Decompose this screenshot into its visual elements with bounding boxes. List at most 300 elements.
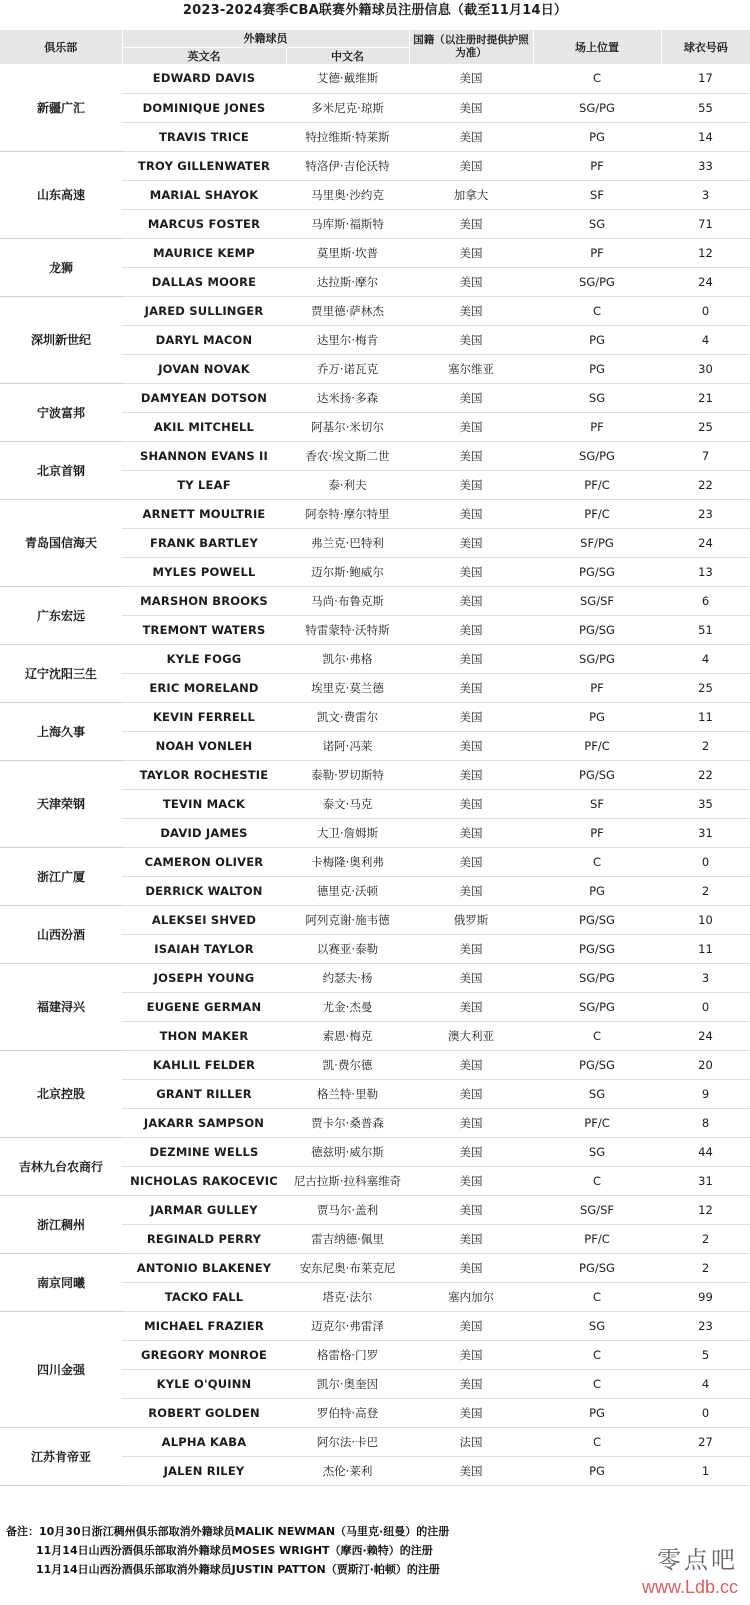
player-number: 12 (661, 238, 750, 267)
player-position: C (533, 1340, 661, 1369)
player-english-name: MARIAL SHAYOK (122, 180, 286, 209)
player-number: 35 (661, 789, 750, 818)
player-number: 8 (661, 1108, 750, 1137)
player-chinese-name: 泰·利夫 (286, 470, 409, 499)
player-chinese-name: 约瑟夫·杨 (286, 963, 409, 992)
player-position: PG (533, 876, 661, 905)
player-chinese-name: 卡梅隆·奥利弗 (286, 847, 409, 876)
player-number: 0 (661, 992, 750, 1021)
club-name: 吉林九台农商行 (0, 1137, 122, 1195)
player-number: 4 (661, 325, 750, 354)
player-nationality: 美国 (409, 934, 533, 963)
table-row (0, 151, 750, 180)
player-chinese-name: 埃里克·莫兰德 (286, 673, 409, 702)
player-nationality: 美国 (409, 963, 533, 992)
player-position: SG (533, 1311, 661, 1340)
club-name: 深圳新世纪 (0, 296, 122, 383)
player-number: 22 (661, 470, 750, 499)
player-chinese-name: 阿奈特·摩尔特里 (286, 499, 409, 528)
player-number: 6 (661, 586, 750, 615)
player-position: PG/SG (533, 615, 661, 644)
player-position: PF (533, 673, 661, 702)
player-english-name: KYLE FOGG (122, 644, 286, 673)
player-english-name: JOSEPH YOUNG (122, 963, 286, 992)
player-nationality: 美国 (409, 238, 533, 267)
player-position: SG/PG (533, 93, 661, 122)
player-english-name: AKIL MITCHELL (122, 412, 286, 441)
player-english-name: DERRICK WALTON (122, 876, 286, 905)
player-number: 5 (661, 1340, 750, 1369)
player-chinese-name: 以赛亚·泰勒 (286, 934, 409, 963)
player-nationality: 美国 (409, 1108, 533, 1137)
player-nationality: 塞内加尔 (409, 1282, 533, 1311)
club-name: 宁波富邦 (0, 383, 122, 441)
player-nationality: 美国 (409, 383, 533, 412)
table-row (0, 441, 750, 470)
player-chinese-name: 马尚·布鲁克斯 (286, 586, 409, 615)
player-position: PF/C (533, 470, 661, 499)
player-position: PG/SG (533, 760, 661, 789)
player-english-name: TREMONT WATERS (122, 615, 286, 644)
player-number: 11 (661, 702, 750, 731)
table-row (0, 905, 750, 934)
player-position: PG/SG (533, 1253, 661, 1282)
watermark (598, 1540, 738, 1598)
player-english-name: JARED SULLINGER (122, 296, 286, 325)
player-english-name: NICHOLAS RAKOCEVIC (122, 1166, 286, 1195)
player-chinese-name: 弗兰克·巴特利 (286, 528, 409, 557)
player-chinese-name: 凯文·费雷尔 (286, 702, 409, 731)
player-position: PG (533, 702, 661, 731)
player-nationality: 美国 (409, 122, 533, 151)
player-nationality: 美国 (409, 847, 533, 876)
player-nationality: 美国 (409, 64, 533, 93)
player-nationality: 美国 (409, 1224, 533, 1253)
player-english-name: TAYLOR ROCHESTIE (122, 760, 286, 789)
player-nationality: 美国 (409, 470, 533, 499)
player-nationality: 美国 (409, 557, 533, 586)
player-nationality: 俄罗斯 (409, 905, 533, 934)
player-position: C (533, 64, 661, 93)
player-position: C (533, 1166, 661, 1195)
player-number: 4 (661, 1369, 750, 1398)
player-chinese-name: 大卫·詹姆斯 (286, 818, 409, 847)
player-english-name: JARMAR GULLEY (122, 1195, 286, 1224)
header-number: 球衣号码 (661, 30, 750, 64)
club-name: 广东宏远 (0, 586, 122, 644)
player-number: 33 (661, 151, 750, 180)
player-nationality: 美国 (409, 267, 533, 296)
player-chinese-name: 雷吉纳德·佩里 (286, 1224, 409, 1253)
player-chinese-name: 诺阿·冯莱 (286, 731, 409, 760)
player-nationality: 加拿大 (409, 180, 533, 209)
player-position: SF/PG (533, 528, 661, 557)
watermark-text: 零点吧 (657, 1546, 738, 1574)
table-row (0, 499, 750, 528)
player-nationality: 美国 (409, 151, 533, 180)
player-chinese-name: 索恩·梅克 (286, 1021, 409, 1050)
player-english-name: KAHLIL FELDER (122, 1050, 286, 1079)
club-name: 上海久事 (0, 702, 122, 760)
player-chinese-name: 格兰特·里勒 (286, 1079, 409, 1108)
player-chinese-name: 贾马尔·盖利 (286, 1195, 409, 1224)
table-row (0, 847, 750, 876)
player-english-name: EDWARD DAVIS (122, 64, 286, 93)
player-position: PG (533, 1398, 661, 1427)
player-number: 0 (661, 847, 750, 876)
player-nationality: 美国 (409, 644, 533, 673)
player-nationality: 美国 (409, 209, 533, 238)
player-position: SG/PG (533, 992, 661, 1021)
player-position: C (533, 1369, 661, 1398)
player-chinese-name: 阿尔法·卡巴 (286, 1427, 409, 1456)
club-name: 南京同曦 (0, 1253, 122, 1311)
player-number: 20 (661, 1050, 750, 1079)
player-position: SF (533, 789, 661, 818)
player-position: SG/PG (533, 644, 661, 673)
player-chinese-name: 贾卡尔·桑普森 (286, 1108, 409, 1137)
player-english-name: ISAIAH TAYLOR (122, 934, 286, 963)
player-english-name: GREGORY MONROE (122, 1340, 286, 1369)
table-row (0, 1311, 750, 1340)
player-position: PG/SG (533, 905, 661, 934)
player-position: C (533, 847, 661, 876)
player-nationality: 美国 (409, 1311, 533, 1340)
player-nationality: 法国 (409, 1427, 533, 1456)
player-number: 14 (661, 122, 750, 151)
player-position: SG (533, 383, 661, 412)
player-chinese-name: 迈尔斯·鲍威尔 (286, 557, 409, 586)
player-number: 30 (661, 354, 750, 383)
player-position: PF/C (533, 499, 661, 528)
player-chinese-name: 马里奥·沙约克 (286, 180, 409, 209)
table-row (0, 963, 750, 992)
table-body (0, 64, 750, 1485)
player-nationality: 美国 (409, 412, 533, 441)
player-position: PF/C (533, 1224, 661, 1253)
player-position: SG/PG (533, 267, 661, 296)
player-position: PG (533, 354, 661, 383)
player-number: 2 (661, 1253, 750, 1282)
club-name: 浙江广厦 (0, 847, 122, 905)
player-chinese-name: 尤金·杰曼 (286, 992, 409, 1021)
club-name: 龙狮 (0, 238, 122, 296)
player-position: PF (533, 238, 661, 267)
club-name: 山东高速 (0, 151, 122, 238)
player-english-name: FRANK BARTLEY (122, 528, 286, 557)
player-english-name: REGINALD PERRY (122, 1224, 286, 1253)
player-nationality: 美国 (409, 325, 533, 354)
player-chinese-name: 泰文·马克 (286, 789, 409, 818)
player-english-name: TROY GILLENWATER (122, 151, 286, 180)
player-number: 3 (661, 180, 750, 209)
player-position: PG/SG (533, 1050, 661, 1079)
player-english-name: KEVIN FERRELL (122, 702, 286, 731)
player-nationality: 美国 (409, 586, 533, 615)
player-chinese-name: 安东尼奥·布莱克尼 (286, 1253, 409, 1282)
player-nationality: 美国 (409, 1079, 533, 1108)
player-number: 13 (661, 557, 750, 586)
header-foreign-player: 外籍球员 (122, 30, 409, 47)
player-number: 51 (661, 615, 750, 644)
player-position: PG (533, 325, 661, 354)
player-number: 71 (661, 209, 750, 238)
player-nationality: 澳大利亚 (409, 1021, 533, 1050)
table-row (0, 238, 750, 267)
club-name: 新疆广汇 (0, 64, 122, 151)
player-english-name: TRAVIS TRICE (122, 122, 286, 151)
player-number: 22 (661, 760, 750, 789)
player-english-name: MARCUS FOSTER (122, 209, 286, 238)
player-number: 17 (661, 64, 750, 93)
player-position: PG/SG (533, 934, 661, 963)
player-english-name: ERIC MORELAND (122, 673, 286, 702)
player-english-name: ALPHA KABA (122, 1427, 286, 1456)
player-chinese-name: 尼古拉斯·拉科塞维奇 (286, 1166, 409, 1195)
player-english-name: ALEKSEI SHVED (122, 905, 286, 934)
player-english-name: JALEN RILEY (122, 1456, 286, 1485)
note-line: 11月14日山西汾酒俱乐部取消外籍球员JUSTIN PATTON（贾斯汀·帕顿）的注册 (36, 1563, 440, 1576)
player-english-name: TACKO FALL (122, 1282, 286, 1311)
player-position: SG (533, 209, 661, 238)
player-chinese-name: 罗伯特·高登 (286, 1398, 409, 1427)
page-title: 2023-2024赛季CBA联赛外籍球员注册信息（截至11月14日） (182, 3, 568, 18)
player-nationality: 美国 (409, 876, 533, 905)
player-english-name: TY LEAF (122, 470, 286, 499)
player-number: 7 (661, 441, 750, 470)
table-row (0, 64, 750, 93)
player-number: 25 (661, 412, 750, 441)
player-nationality: 美国 (409, 615, 533, 644)
player-nationality: 美国 (409, 1137, 533, 1166)
player-english-name: CAMERON OLIVER (122, 847, 286, 876)
foreign-player-table (0, 30, 750, 1486)
table-row (0, 1253, 750, 1282)
player-nationality: 美国 (409, 1195, 533, 1224)
player-position: C (533, 296, 661, 325)
club-name: 北京首钢 (0, 441, 122, 499)
player-nationality: 美国 (409, 1340, 533, 1369)
player-chinese-name: 马库斯·福斯特 (286, 209, 409, 238)
player-position: SG (533, 1137, 661, 1166)
player-english-name: KYLE O'QUINN (122, 1369, 286, 1398)
player-chinese-name: 德里克·沃顿 (286, 876, 409, 905)
player-english-name: TEVIN MACK (122, 789, 286, 818)
player-nationality: 美国 (409, 528, 533, 557)
player-chinese-name: 达里尔·梅肯 (286, 325, 409, 354)
player-chinese-name: 阿基尔·米切尔 (286, 412, 409, 441)
player-english-name: NOAH VONLEH (122, 731, 286, 760)
note-text: 10月30日浙江稠州俱乐部取消外籍球员MALIK NEWMAN（马里克·纽曼）的注册 (39, 1525, 450, 1538)
player-english-name: DAMYEAN DOTSON (122, 383, 286, 412)
player-nationality: 美国 (409, 1369, 533, 1398)
player-english-name: MICHAEL FRAZIER (122, 1311, 286, 1340)
player-number: 23 (661, 1311, 750, 1340)
player-number: 44 (661, 1137, 750, 1166)
player-position: SG/SF (533, 586, 661, 615)
player-chinese-name: 乔万·诺瓦克 (286, 354, 409, 383)
player-english-name: DEZMINE WELLS (122, 1137, 286, 1166)
player-english-name: MARSHON BROOKS (122, 586, 286, 615)
table-row (0, 702, 750, 731)
player-position: SG/PG (533, 963, 661, 992)
player-position: C (533, 1282, 661, 1311)
player-nationality: 美国 (409, 760, 533, 789)
player-number: 2 (661, 876, 750, 905)
player-chinese-name: 特拉维斯·特莱斯 (286, 122, 409, 151)
player-nationality: 美国 (409, 499, 533, 528)
player-position: PF (533, 818, 661, 847)
player-chinese-name: 阿列克谢·施韦德 (286, 905, 409, 934)
player-nationality: 美国 (409, 1253, 533, 1282)
player-number: 10 (661, 905, 750, 934)
player-number: 4 (661, 644, 750, 673)
table-row (0, 1050, 750, 1079)
player-number: 0 (661, 1398, 750, 1427)
club-name: 江苏肯帝亚 (0, 1427, 122, 1485)
player-chinese-name: 贾里德·萨林杰 (286, 296, 409, 325)
player-english-name: DAVID JAMES (122, 818, 286, 847)
player-chinese-name: 达拉斯·摩尔 (286, 267, 409, 296)
player-nationality: 美国 (409, 789, 533, 818)
player-english-name: JAKARR SAMPSON (122, 1108, 286, 1137)
player-chinese-name: 莫里斯·坎普 (286, 238, 409, 267)
player-position: SG/SF (533, 1195, 661, 1224)
header-position: 场上位置 (533, 30, 661, 64)
player-english-name: MAURICE KEMP (122, 238, 286, 267)
club-name: 浙江稠州 (0, 1195, 122, 1253)
player-chinese-name: 香农·埃文斯二世 (286, 441, 409, 470)
player-number: 31 (661, 818, 750, 847)
player-number: 24 (661, 267, 750, 296)
player-nationality: 美国 (409, 1456, 533, 1485)
player-number: 21 (661, 383, 750, 412)
player-position: SF (533, 180, 661, 209)
player-position: SG/PG (533, 441, 661, 470)
note-line: 11月14日山西汾酒俱乐部取消外籍球员MOSES WRIGHT（摩西·赖特）的注册 (36, 1544, 433, 1557)
player-chinese-name: 凯尔·奥奎因 (286, 1369, 409, 1398)
table-row (0, 383, 750, 412)
player-number: 99 (661, 1282, 750, 1311)
player-chinese-name: 迈克尔·弗雷泽 (286, 1311, 409, 1340)
player-english-name: THON MAKER (122, 1021, 286, 1050)
player-number: 1 (661, 1456, 750, 1485)
table-row (0, 644, 750, 673)
player-chinese-name: 达米扬·多森 (286, 383, 409, 412)
player-nationality: 美国 (409, 702, 533, 731)
note-line (6, 1522, 566, 1541)
club-name: 福建浔兴 (0, 963, 122, 1050)
player-chinese-name: 特洛伊·吉伦沃特 (286, 151, 409, 180)
player-number: 2 (661, 1224, 750, 1253)
player-nationality: 美国 (409, 1166, 533, 1195)
header-nationality: 国籍（以注册时提供护照为准） (409, 30, 533, 64)
table-row (0, 1427, 750, 1456)
player-position: SG (533, 1079, 661, 1108)
player-number: 25 (661, 673, 750, 702)
player-nationality: 美国 (409, 1398, 533, 1427)
player-number: 12 (661, 1195, 750, 1224)
header-english-name: 英文名 (122, 47, 286, 64)
watermark-url: www.Ldb.cc (641, 1577, 738, 1597)
player-number: 23 (661, 499, 750, 528)
player-english-name: SHANNON EVANS II (122, 441, 286, 470)
player-nationality: 美国 (409, 441, 533, 470)
player-chinese-name: 多米尼克·琼斯 (286, 93, 409, 122)
player-english-name: GRANT RILLER (122, 1079, 286, 1108)
player-english-name: JOVAN NOVAK (122, 354, 286, 383)
player-number: 3 (661, 963, 750, 992)
player-english-name: DARYL MACON (122, 325, 286, 354)
player-english-name: ROBERT GOLDEN (122, 1398, 286, 1427)
player-nationality: 美国 (409, 818, 533, 847)
player-position: PF (533, 151, 661, 180)
club-name: 山西汾酒 (0, 905, 122, 963)
player-english-name: EUGENE GERMAN (122, 992, 286, 1021)
player-position: PF/C (533, 731, 661, 760)
player-english-name: MYLES POWELL (122, 557, 286, 586)
player-number: 0 (661, 296, 750, 325)
player-position: PF (533, 412, 661, 441)
player-nationality: 美国 (409, 731, 533, 760)
table-row (0, 1137, 750, 1166)
table-row (0, 760, 750, 789)
player-chinese-name: 凯·费尔德 (286, 1050, 409, 1079)
club-name: 天津荣钢 (0, 760, 122, 847)
player-chinese-name: 杰伦·莱利 (286, 1456, 409, 1485)
club-name: 四川金强 (0, 1311, 122, 1427)
player-number: 2 (661, 731, 750, 760)
player-position: PG (533, 1456, 661, 1485)
player-nationality: 美国 (409, 296, 533, 325)
club-name: 辽宁沈阳三生 (0, 644, 122, 702)
player-chinese-name: 凯尔·弗格 (286, 644, 409, 673)
player-chinese-name: 特雷蒙特·沃特斯 (286, 615, 409, 644)
player-nationality: 美国 (409, 93, 533, 122)
table-row (0, 586, 750, 615)
player-english-name: DOMINIQUE JONES (122, 93, 286, 122)
club-name: 青岛国信海天 (0, 499, 122, 586)
player-english-name: ANTONIO BLAKENEY (122, 1253, 286, 1282)
player-english-name: ARNETT MOULTRIE (122, 499, 286, 528)
player-number: 31 (661, 1166, 750, 1195)
player-chinese-name: 格雷格·门罗 (286, 1340, 409, 1369)
player-position: C (533, 1021, 661, 1050)
header-chinese-name: 中文名 (286, 47, 409, 64)
player-nationality: 美国 (409, 673, 533, 702)
player-number: 11 (661, 934, 750, 963)
table-row (0, 296, 750, 325)
notes (6, 1522, 566, 1579)
club-name: 北京控股 (0, 1050, 122, 1137)
player-chinese-name: 塔克·法尔 (286, 1282, 409, 1311)
player-nationality: 美国 (409, 992, 533, 1021)
player-chinese-name: 德兹明·威尔斯 (286, 1137, 409, 1166)
player-position: PG (533, 122, 661, 151)
player-number: 27 (661, 1427, 750, 1456)
player-nationality: 塞尔维亚 (409, 354, 533, 383)
header-club: 俱乐部 (0, 30, 122, 64)
notes-label: 备注： (6, 1525, 39, 1538)
player-position: C (533, 1427, 661, 1456)
player-chinese-name: 艾德·戴维斯 (286, 64, 409, 93)
player-english-name: DALLAS MOORE (122, 267, 286, 296)
player-position: PG/SG (533, 557, 661, 586)
player-number: 9 (661, 1079, 750, 1108)
player-number: 55 (661, 93, 750, 122)
player-number: 24 (661, 528, 750, 557)
player-nationality: 美国 (409, 1050, 533, 1079)
